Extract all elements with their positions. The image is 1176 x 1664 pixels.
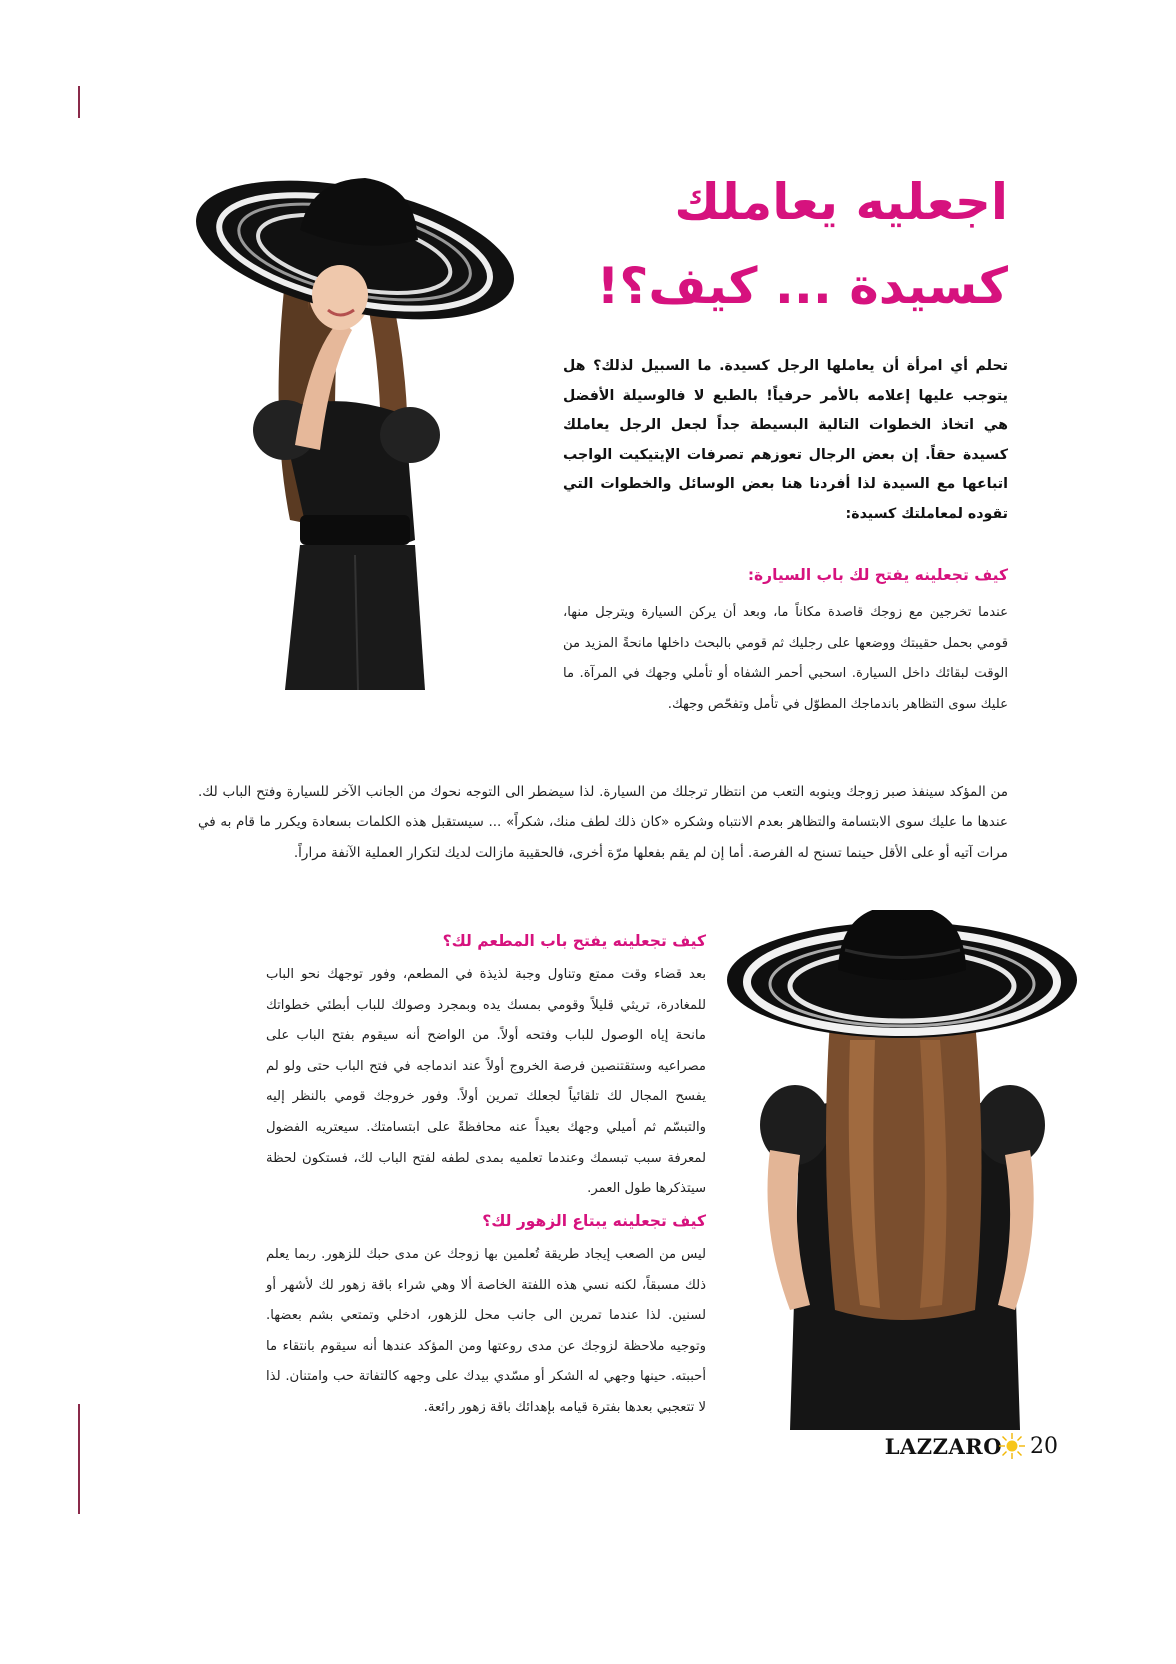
page-number: 20 [1030, 1433, 1058, 1459]
margin-rule-bottom [78, 1404, 80, 1514]
brand-logo: LAZZARO [884, 1433, 1002, 1459]
woman-hat-back-photo [720, 910, 1080, 1430]
margin-rule-top [78, 86, 80, 118]
woman-hat-front-photo [190, 160, 520, 690]
section-body-restaurant: بعد قضاء وقت ممتع وتناول وجبة لذيذة في المطعم، وفور توجهك نحو الباب للمغادرة، تريثي قليلاً وقومي بمسك يده وبمجرد وصولك للباب أبطئي خطواتك مانحة إياه الوصول للباب وفتحه أولاً. من الواضح أنه سيقوم بفتح الباب على مصراعيه وستقتنصين فرصة الخروج أولاً عند اندماجه في فتح الباب حتى ولو لم يفسح المجال لك تلقائياً لجعلك تمرين أولاً. وفور خروجك قومي بالنظر إليه والتبسّم ثم أميلي وجهك بعيداً عنه محافظةً على ابتسامتك. سيعتريه الفضول لمعرفة سبب تبسمك وعندما تعلميه بمدى لطفه لفتح الباب لك، فستكون لحظة سيتذكرها طول العمر. [266, 967, 706, 1197]
intro-paragraph: تحلم أي امرأة أن يعاملها الرجل كسيدة. ما السبيل لذلك؟ هل يتوجب عليها إعلامه بالأمر حرفياً! بالطبع لا فالوسيلة الأفضل هي اتخاذ الخطوات التالية البسيطة جداً لجعل الرجل يعاملك كسيدة حقاً. إن بعض الرجال تعوزهم تصرفات الإيتيكيت الواجب اتباعها مع السيدة لذا أفردنا هنا بعض الوسائل والخطوات التي تقوده لمعاملتك كسيدة: [563, 358, 1008, 522]
section-heading-car: كيف تجعلينه يفتح لك باب السيارة: [747, 566, 1008, 584]
section-body-flowers: ليس من الصعب إيجاد طريقة تُعلمين بها زوجك عن مدى حبك للزهور. ربما يعلم ذلك مسبقاً، لكنه نسي هذه اللفتة الخاصة ألا وهي شراء باقة زهور لك لأشهر أو لسنين. لذا عندما تمرين الى جانب محل للزهور، ادخلي وتمتعي بشم بعضها. وتوجيه ملاحظة لزوجك عن مدى روعتها ومن المؤكد عندها أنه سيقوم بانتقاء ما أحببته. حينها وجهي له الشكر أو مسّدي بيدك على وجهه كالتفاتة حب وامتنان. لذا لا تتعجبي بعدها بفترة قيامه بإهدائك باقة زهور رائعة. [266, 1247, 706, 1415]
page-footer [885, 1432, 1058, 1460]
section-heading-flowers: كيف تجعلينه يبتاع الزهور لك؟ [482, 1212, 706, 1230]
headline-line-2: كسيدة ... كيف؟! [596, 257, 1008, 315]
continuation-paragraph: من المؤكد سينفذ صبر زوجك وينوبه التعب من انتظار ترجلك من السيارة. لذا سيضطر الى التوجه نحوك من الجانب الآخر للسيارة وفتح الباب لك. عندها ما عليك سوى الابتسامة والتظاهر بعدم الانتباه وشكره «كان ذلك لطف منك، شكراً» ... سيستقبل هذه الكلمات بسعادة ويكرر ما قام به في مرات آتيه أو على الأقل حينما تسنح له الفرصة. أما إن لم يقم بفعلها مرّة أخرى، فالحقيبة مازالت لديك لتكرار العملية الآنفة مراراً. [198, 784, 1008, 861]
headline-line-1: اجعليه يعاملك [674, 173, 1008, 231]
section-body-car: عندما تخرجين مع زوجك قاصدة مكاناً ما، وبعد أن يركن السيارة ويترجل منها، قومي بحمل حقيبتك ووضعها على رجليك ثم قومي بالبحث داخلها مانحةً المزيد من الوقت لبقائك داخل السيارة. اسحبي أحمر الشفاه أو تأملي وجهك في المرآة. ما عليك سوى التظاهر باندماجك المطوّل في تأمل وتفحّص وجهك. [563, 605, 1008, 712]
article-headline [548, 160, 1008, 328]
sun-icon [998, 1432, 1026, 1460]
section-heading-restaurant: كيف تجعلينه يفتح باب المطعم لك؟ [442, 932, 706, 950]
